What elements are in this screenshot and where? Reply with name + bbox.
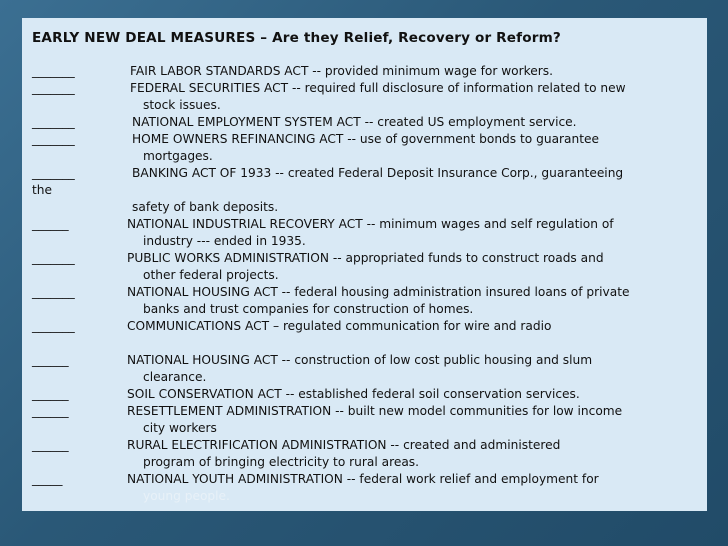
answer-blank: ______: [32, 353, 69, 367]
list-item: [32, 131, 707, 148]
answer-blank: _______: [32, 64, 75, 78]
item-text: NATIONAL HOUSING ACT -- federal housing administration insured loans of private: [127, 285, 630, 299]
item-continuation: mortgages.: [143, 149, 213, 163]
answer-blank: _____: [32, 472, 63, 486]
item-text: NATIONAL INDUSTRIAL RECOVERY ACT -- minimum wages and self regulation of: [127, 217, 614, 231]
item-text: HOME OWNERS REFINANCING ACT -- use of government bonds to guarantee: [132, 132, 600, 146]
item-text: RESETTLEMENT ADMINISTRATION -- built new model communities for low income: [127, 404, 623, 418]
item-text: COMMUNICATIONS ACT – regulated communication for wire and radio: [127, 319, 552, 333]
list-item: [32, 386, 707, 403]
page-title: EARLY NEW DEAL MEASURES – Are they Relief, Recovery or Reform?: [32, 30, 561, 46]
answer-blank: _______: [32, 166, 75, 180]
answer-blank: _______: [32, 132, 75, 146]
item-text: FEDERAL SECURITIES ACT -- required full disclosure of information related to new: [130, 81, 626, 95]
spacer: [32, 335, 707, 352]
answer-blank: _______: [32, 319, 75, 333]
item-text: PUBLIC WORKS ADMINISTRATION -- appropriated funds to construct roads and: [127, 251, 604, 265]
item-text: NATIONAL HOUSING ACT -- construction of low cost public housing and slum: [127, 353, 593, 367]
answer-blank: ______: [32, 438, 69, 452]
item-continuation: other federal projects.: [143, 268, 279, 282]
item-continuation: stock issues.: [143, 98, 221, 112]
answer-blank: _______: [32, 115, 75, 129]
item-text: FAIR LABOR STANDARDS ACT -- provided minimum wage for workers.: [130, 64, 553, 78]
item-continuation: program of bringing electricity to rural areas.: [143, 455, 420, 469]
answer-blank: _______: [32, 81, 75, 95]
item-wrap-word: the: [32, 183, 53, 197]
list-item: [32, 284, 707, 301]
item-text: NATIONAL EMPLOYMENT SYSTEM ACT -- created US employment service.: [132, 115, 577, 129]
list-item: [32, 437, 707, 454]
list-item: [32, 165, 707, 182]
item-text: NATIONAL YOUTH ADMINISTRATION -- federal work relief and employment for: [127, 472, 599, 486]
item-continuation: young people.: [143, 489, 230, 503]
answer-blank: ______: [32, 404, 69, 418]
list-item: [32, 471, 707, 488]
list-item: [32, 352, 707, 369]
answer-blank: _______: [32, 285, 75, 299]
list-item: [32, 63, 707, 80]
list-item: [32, 403, 707, 420]
answer-blank: ______: [32, 387, 69, 401]
item-continuation: safety of bank deposits.: [132, 200, 279, 214]
item-continuation: city workers: [143, 421, 217, 435]
item-continuation: clearance.: [143, 370, 207, 384]
item-text: RURAL ELECTRIFICATION ADMINISTRATION -- created and administered: [127, 438, 561, 452]
list-item: [32, 114, 707, 131]
answer-blank: ______: [32, 217, 69, 231]
list-item: [32, 216, 707, 233]
list-item: [32, 250, 707, 267]
answer-blank: _______: [32, 251, 75, 265]
item-continuation: banks and trust companies for construction of homes.: [143, 302, 474, 316]
item-text: SOIL CONSERVATION ACT -- established federal soil conservation services.: [127, 387, 580, 401]
slide-panel: [22, 18, 707, 511]
item-continuation: industry --- ended in 1935.: [143, 234, 306, 248]
item-text: BANKING ACT OF 1933 -- created Federal Deposit Insurance Corp., guaranteeing: [132, 166, 624, 180]
list-item: [32, 318, 707, 335]
list-item: [32, 80, 707, 97]
